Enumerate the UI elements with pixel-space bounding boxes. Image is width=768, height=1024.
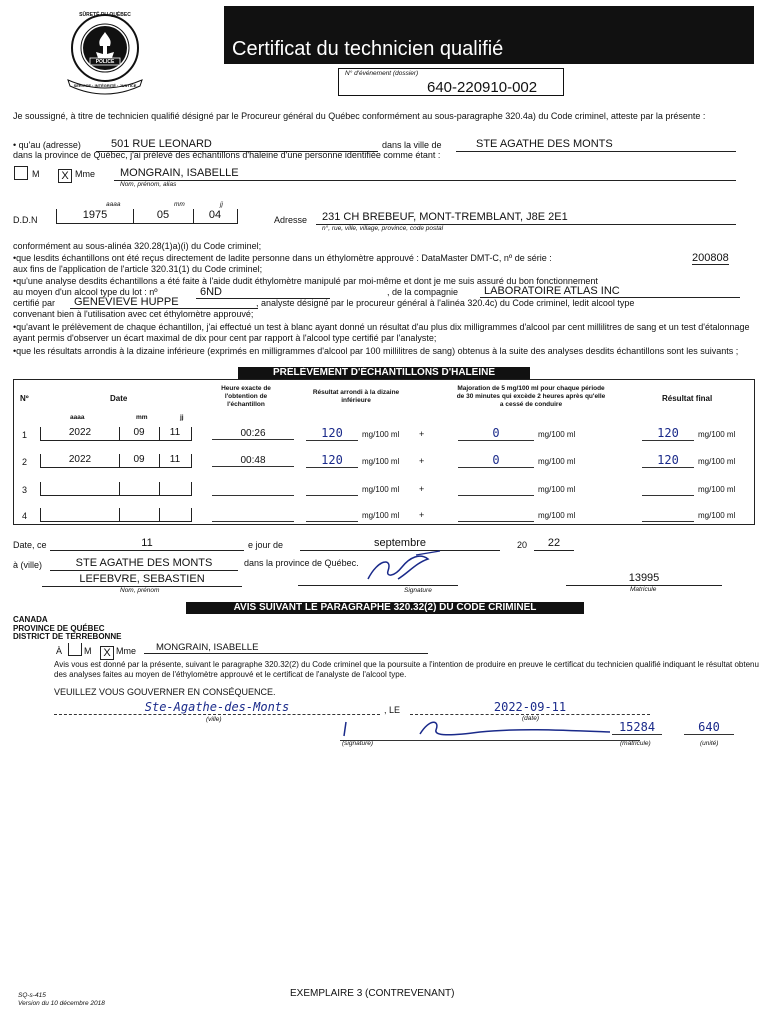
form-version: Version du 10 décembre 2018	[18, 1000, 105, 1007]
paragraph-3a: •qu'une analyse desdits échantillons a été faite à l'aide dudit éthylomètre manipulé par moi-même et dont je me suis assuré du bon fonctionnement	[13, 276, 598, 286]
avis-date-handwritten: 2022-09-11	[410, 700, 650, 715]
samples-title: PRÉLÈVEMENT D'ÉCHANTILLONS D'HALEINE	[238, 367, 530, 379]
row3-result-unit: mg/100 ml	[362, 485, 400, 494]
event-number-box	[338, 68, 564, 96]
col-result-header: Résultat arrondi à la dizaine inférieure	[312, 389, 400, 404]
analyst-name: GENEVIEVE HUPPE	[70, 296, 258, 309]
avis-matricule-caption: (matricule)	[620, 740, 651, 747]
ville-label: à (ville)	[13, 560, 43, 570]
row1-year: 2022	[68, 427, 92, 438]
avis-m-label: M	[84, 646, 92, 656]
avis-checkbox-mme-mark: X	[100, 646, 114, 660]
row2-majoration: 0	[458, 453, 534, 468]
row3-plus: +	[419, 484, 425, 494]
row1-plus: +	[419, 429, 425, 439]
person-address-caption: n°, rue, ville, village, province, code postal	[322, 225, 444, 232]
event-number-label: N° d'événement (dossier)	[345, 70, 419, 77]
row4-time	[212, 509, 294, 522]
ddn-label: D.D.N	[13, 215, 38, 225]
avis-city-handwritten: Ste-Agathe-des-Monts	[54, 700, 380, 715]
m-label: M	[32, 169, 40, 179]
row3-date-boxes	[40, 482, 192, 496]
paragraph-3d: certifié par	[13, 298, 56, 308]
signature-caption: Signature	[404, 587, 432, 594]
signoff-city: STE AGATHE DES MONTS	[50, 557, 238, 571]
sub-aaaa: aaaa	[70, 414, 85, 421]
jj-label: jj	[220, 201, 223, 208]
col-majoration-header: Majoration de 5 mg/100 ml pour chaque période de 30 minutes qui excède 2 heures après qu'elle a cessé de conduire	[456, 385, 606, 408]
row1-no: 1	[22, 430, 28, 440]
avis-ville-caption: (ville)	[206, 716, 222, 723]
avis-a-label: À	[56, 646, 63, 656]
intro-text: Je soussigné, à titre de technicien qualifié désigné par le Procureur général du Québec conformément au sous-paragraphe 320.4a) du Code criminel, atteste par la présente :	[13, 111, 706, 121]
row3-majoration	[458, 483, 534, 496]
officer-matricule: 13995	[566, 572, 722, 586]
row1-result-unit: mg/100 ml	[362, 430, 400, 439]
company-name: LABORATOIRE ATLAS INC	[480, 285, 740, 298]
avis-text: Avis vous est donné par la présente, suivant le paragraphe 320.32(2) du Code criminel que la poursuite a l'intention de produire en preuve le certificat du technicien qualifié indiquant le résultat obtenu des analyses faites au moyen de l'éthylomètre approuvé et le certificat de l'analyste de l'alcool type.	[54, 660, 759, 679]
checkbox-mme-mark: X	[58, 169, 72, 183]
lot-number: 6ND	[196, 286, 330, 299]
jour-label: e jour de	[248, 540, 284, 550]
row2-final-unit: mg/100 ml	[698, 457, 736, 466]
row1-date-boxes	[40, 427, 192, 441]
row3-final	[642, 483, 694, 496]
officer-name: LEFEBVRE, SEBASTIEN	[42, 573, 242, 587]
avis-checkbox-m-mark	[68, 643, 82, 656]
row3-maj-unit: mg/100 ml	[538, 485, 576, 494]
row4-final	[642, 509, 694, 522]
province-label: dans la province de Québec.	[244, 558, 359, 568]
row4-maj-unit: mg/100 ml	[538, 511, 576, 520]
header-bar	[224, 6, 754, 64]
row3-no: 3	[22, 485, 28, 495]
avis-le-label: , LE	[384, 705, 401, 715]
paragraph-3c: , de la compagnie	[387, 287, 459, 297]
incident-address-value: 501 RUE LEONARD	[96, 138, 378, 152]
checkbox-m-mark	[14, 166, 28, 180]
row4-majoration	[458, 509, 534, 522]
person-name-value: MONGRAIN, ISABELLE	[114, 167, 736, 181]
paragraph-2b: aux fins de l'application de l'article 320.31(1) du Code criminel;	[13, 264, 263, 274]
avis-checkbox-mme[interactable]	[100, 643, 114, 661]
row4-final-unit: mg/100 ml	[698, 511, 736, 520]
avis-unite-caption: (unité)	[700, 740, 719, 747]
row1-maj-unit: mg/100 ml	[538, 430, 576, 439]
aaaa-label: aaaa	[106, 201, 121, 208]
event-number: 640-220910-002	[427, 79, 538, 96]
signoff-day: 11	[50, 537, 244, 551]
paragraph-3b: au moyen d'un alcool type du lot : nº	[13, 287, 158, 297]
mm-label: mm	[174, 201, 185, 208]
signoff-month: septembre	[300, 537, 500, 551]
avis-canada: CANADA	[13, 615, 48, 624]
row1-day: 11	[169, 427, 181, 438]
form-code: SQ-s-415	[18, 992, 46, 999]
avis-mme-label: Mme	[116, 646, 136, 656]
checkbox-mme[interactable]	[58, 166, 72, 184]
copy-label: EXEMPLAIRE 3 (CONTREVENANT)	[290, 988, 455, 999]
row2-date-boxes	[40, 454, 192, 468]
row4-date-boxes	[40, 508, 192, 522]
row4-no: 4	[22, 511, 28, 521]
avis-province: PROVINCE DE QUÉBEC	[13, 624, 105, 633]
row1-time: 00:26	[212, 428, 294, 440]
city-label: dans la ville de	[382, 140, 442, 150]
avis-unite-handwritten: 640	[684, 720, 734, 735]
paragraph-2a: •que lesdits échantillons ont été reçus directement de ladite personne dans un éthylomètre approuvé : DataMaster DMT-C, nº de série :	[13, 253, 552, 263]
sub-mm: mm	[136, 414, 148, 421]
person-address-value: 231 CH BREBEUF, MONT-TREMBLANT, J8E 2E1	[316, 211, 736, 225]
paragraph-5: •que les résultats arrondis à la dizaine inférieure (exprimés en milligrammes d'alcool par 100 millilitres de sang) obtenus à la suite des analyses desdits échantillons sont les suivants ;	[13, 346, 739, 356]
row2-result: 120	[306, 453, 358, 468]
avis-name: MONGRAIN, ISABELLE	[144, 642, 428, 654]
col-no-header: Nº	[20, 394, 29, 403]
logo-ring-text: SÛRETÉ DU QUÉBEC	[79, 12, 131, 18]
row2-maj-unit: mg/100 ml	[538, 457, 576, 466]
year-prefix: 20	[517, 540, 528, 550]
ddn-year: 1975	[82, 209, 108, 221]
avis-title: AVIS SUIVANT LE PARAGRAPHE 320.32(2) DU CODE CRIMINEL	[186, 602, 584, 614]
row2-year: 2022	[68, 454, 92, 465]
logo-band-text: POLICE	[95, 59, 115, 65]
province-text: dans la province de Québec, j'ai prélevé des échantillons d'haleine d'une personne identifiée comme étant :	[13, 150, 441, 160]
officer-caption: Nom, prénom	[120, 587, 160, 594]
avis-govern: VEUILLEZ VOUS GOUVERNER EN CONSÉQUENCE.	[54, 687, 276, 697]
avis-date-caption: (date)	[522, 715, 539, 722]
ddn-month: 05	[156, 209, 170, 221]
avis-matricule-handwritten: 15284	[612, 720, 662, 735]
avis-signature	[340, 716, 640, 741]
row3-result	[306, 483, 358, 496]
row2-result-unit: mg/100 ml	[362, 457, 400, 466]
paragraph-4: •qu'avant le prélèvement de chaque échantillon, j'ai effectué un test à blanc ayant donné un résultat d'au plus dix milligrammes d'alcool par cent millilitres de sang et un test d'étalonnage ayant permis d'observer un écart maximal de dix pour cent par rapport à l'alcool type certifié par l'analyste;	[13, 322, 750, 343]
person-name-caption: Nom, prénom, alias	[120, 181, 177, 188]
row1-result: 120	[306, 426, 358, 441]
col-date-header: Date	[110, 394, 128, 403]
checkbox-m[interactable]	[14, 166, 28, 185]
ddn-boxes	[56, 209, 238, 224]
samples-table	[13, 379, 755, 525]
row3-final-unit: mg/100 ml	[698, 485, 736, 494]
row2-no: 2	[22, 457, 28, 467]
sub-jj: jj	[180, 414, 184, 421]
row4-plus: +	[419, 510, 425, 520]
row2-day: 11	[169, 454, 181, 465]
page-title: Certificat du technicien qualifié	[232, 38, 504, 60]
date-label: Date, ce	[13, 540, 47, 550]
address-prefix: • qu'au (adresse)	[13, 140, 81, 150]
matricule-caption: Matricule	[630, 586, 657, 593]
paragraph-1: conformément au sous-alinéa 320.28(1)a)(i) du Code criminel;	[13, 241, 262, 251]
logo-motto: SERVICE · INTÉGRITÉ · JUSTICE	[73, 83, 137, 88]
ddn-day: 04	[208, 209, 222, 221]
col-time-header: Heure exacte de l'obtention de l'échantillon	[221, 385, 271, 408]
col-final-header: Résultat final	[662, 394, 713, 403]
avis-district: DISTRICT DE TERREBONNE	[13, 632, 122, 641]
row1-final-unit: mg/100 ml	[698, 430, 736, 439]
paragraph-3f: convenant bien à l'utilisation avec cet éthylomètre approuvé;	[13, 309, 254, 319]
mme-label: Mme	[75, 169, 95, 179]
signoff-year: 22	[534, 537, 574, 551]
row1-majoration: 0	[458, 426, 534, 441]
row4-result	[306, 509, 358, 522]
row2-month: 09	[133, 454, 145, 465]
paragraph-3e: , analyste désigné par le procureur général à l'alinéa 320.4c) du Code criminel, ledit alcool type	[256, 298, 635, 308]
row4-result-unit: mg/100 ml	[362, 511, 400, 520]
row1-final: 120	[642, 426, 694, 441]
row2-final: 120	[642, 453, 694, 468]
surete-quebec-logo	[60, 10, 150, 95]
avis-checkbox-m[interactable]	[68, 643, 82, 661]
row3-time	[212, 483, 294, 496]
row2-time: 00:48	[212, 455, 294, 467]
serial-number: 200808	[692, 252, 729, 264]
row2-plus: +	[419, 456, 425, 466]
avis-signature-caption: (signature)	[342, 740, 374, 747]
incident-city-value: STE AGATHE DES MONTS	[456, 138, 736, 152]
adresse-label: Adresse	[274, 215, 308, 225]
officer-signature	[298, 549, 458, 586]
row1-month: 09	[133, 427, 145, 438]
